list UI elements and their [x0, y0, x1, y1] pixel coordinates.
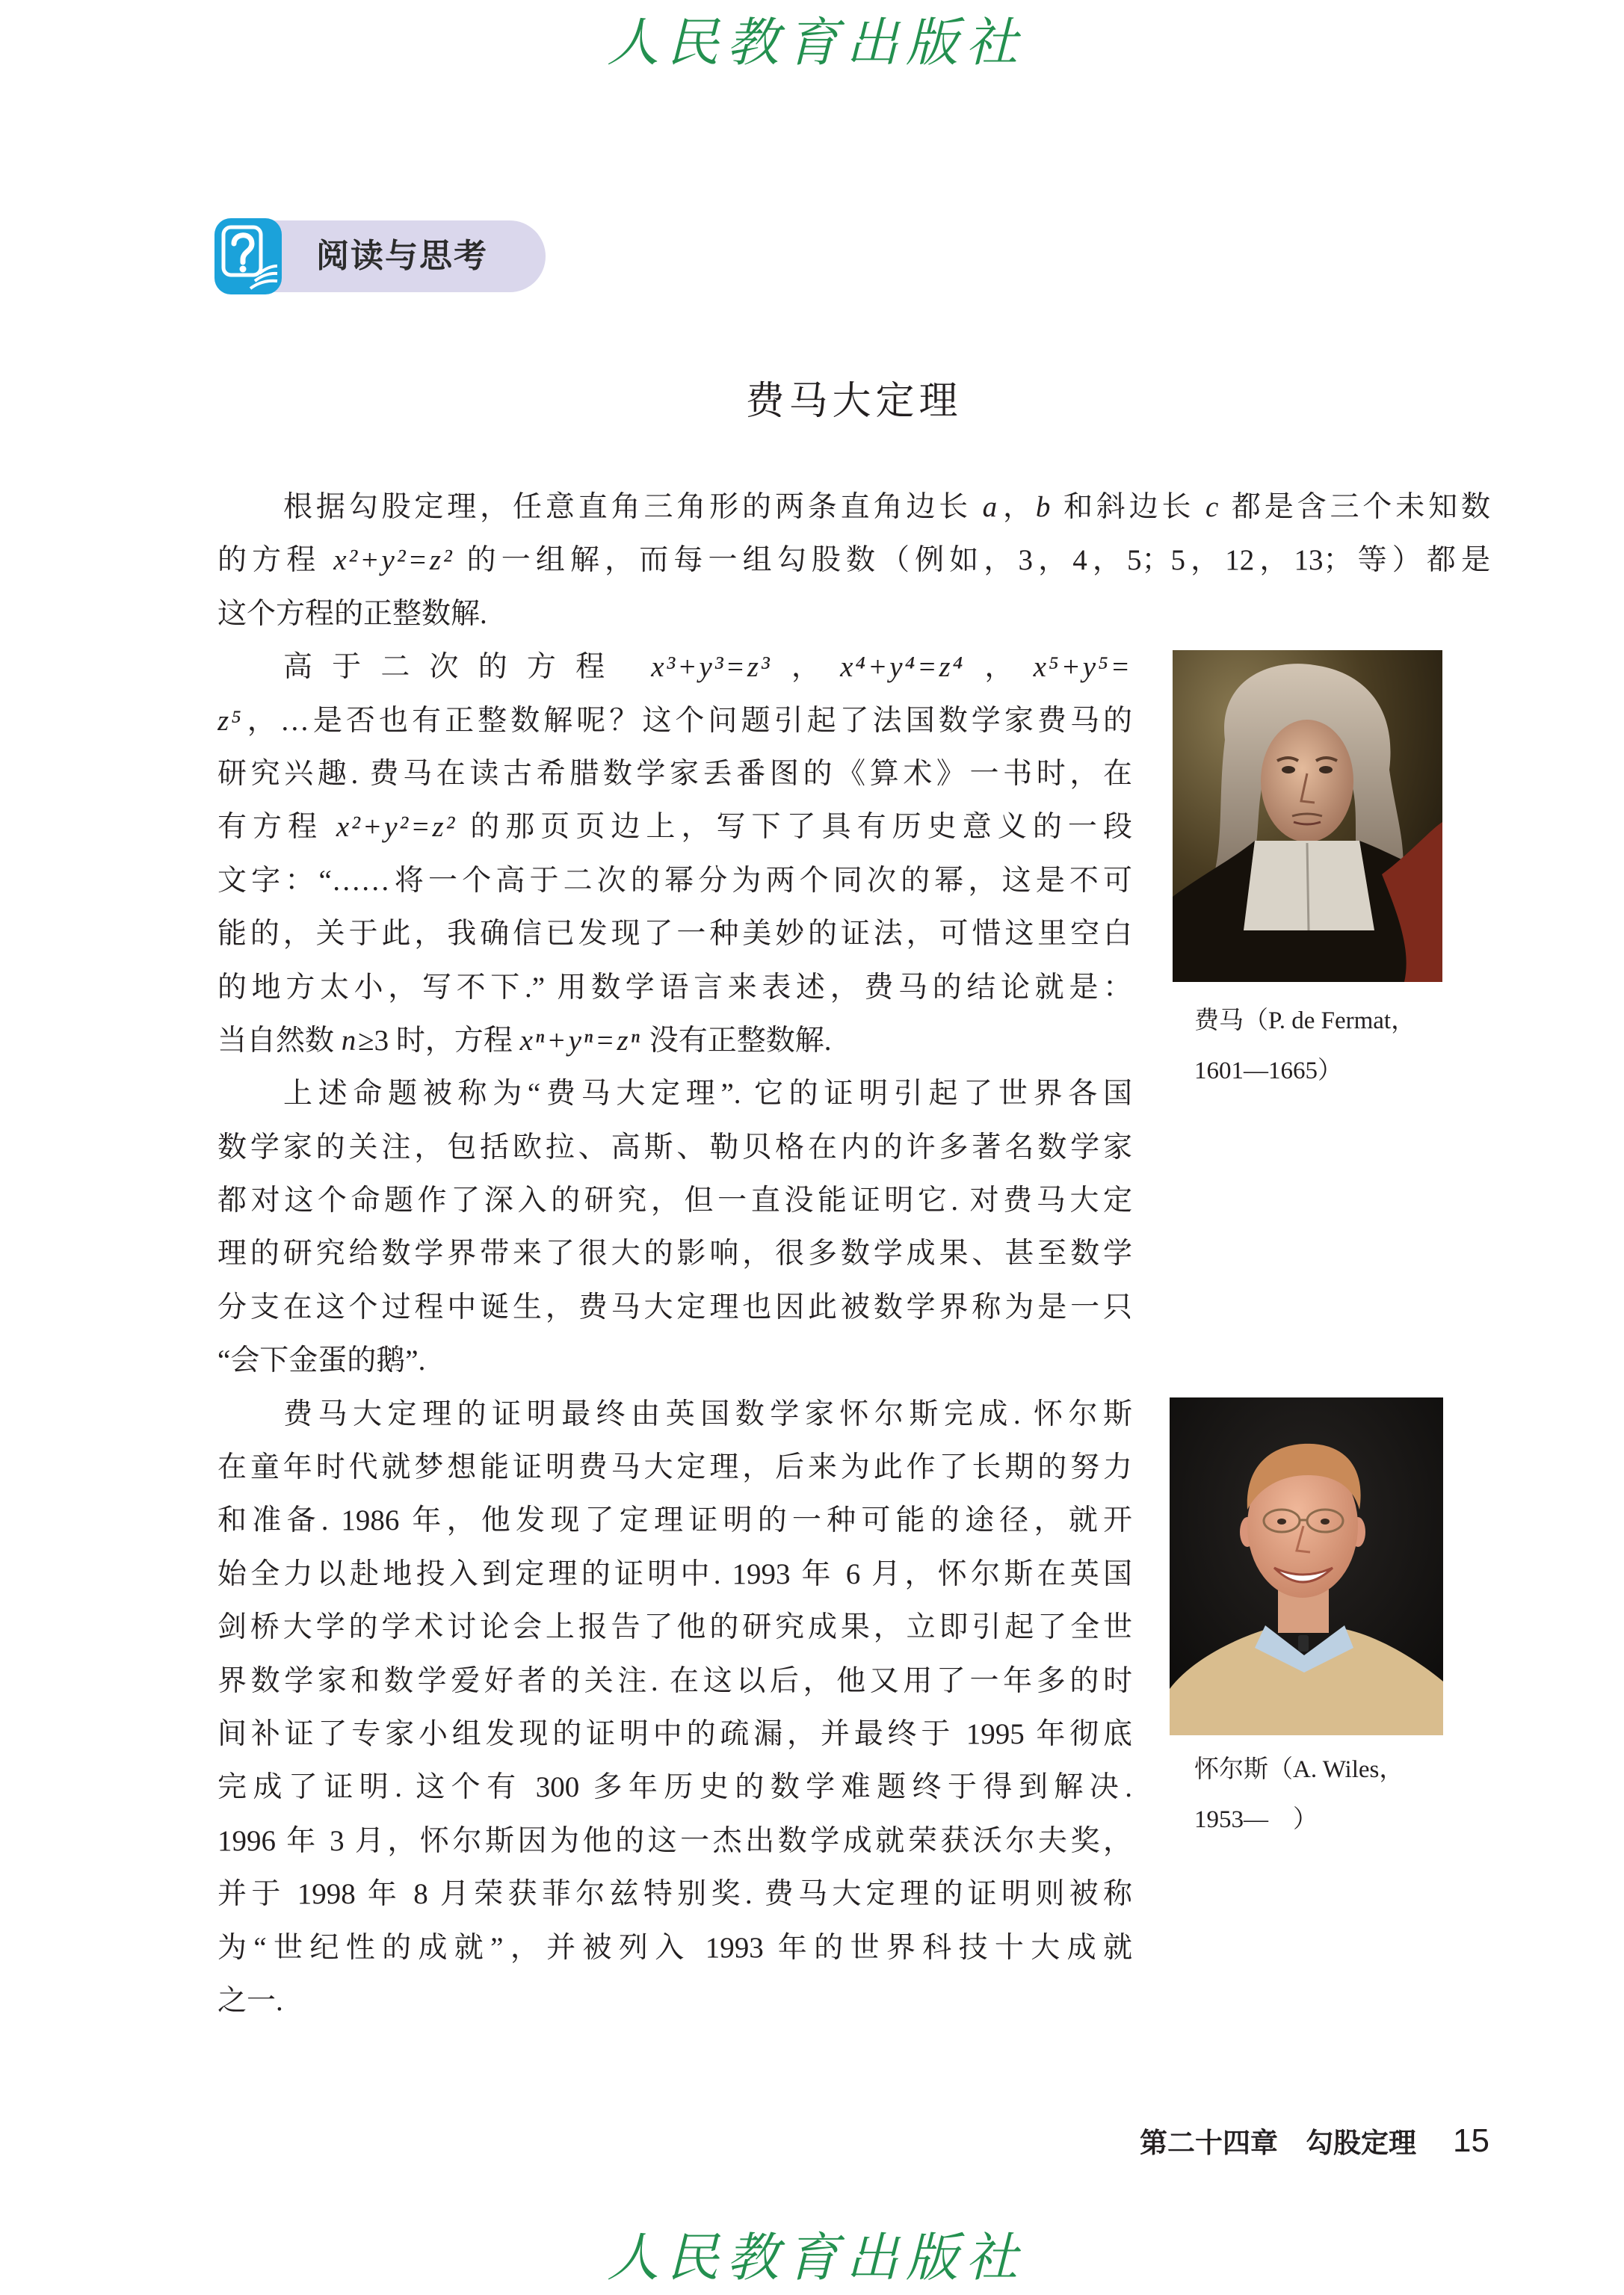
text-run: ， — [771, 651, 841, 684]
text-run: 高于二次的方程 — [283, 651, 652, 684]
text-run: 剑桥大学的学术讨论会上报告了他的研究成果，立即引起了全世 — [217, 1611, 1132, 1644]
text-run: 始全力以赴地投入到定理的证明中. 1993 年 6 月，怀尔斯在英国 — [217, 1557, 1132, 1590]
text-line — [217, 1974, 1132, 2027]
paragraph-1 — [217, 481, 1490, 640]
text-run: 费马大定理的证明最终由英国数学家怀尔斯完成. 怀尔斯 — [283, 1397, 1132, 1430]
text-line — [217, 694, 1132, 747]
text-run: ，…是否也有正整数解呢？这个问题引起了法国数学家费马的 — [243, 704, 1132, 737]
text-run: 理的研究给数学界带来了很大的影响，很多数学成果、甚至数学 — [217, 1238, 1132, 1270]
running-footer-chapter: 第二十四章 勾股定理 — [1140, 2126, 1416, 2159]
text-line — [217, 1708, 1132, 1761]
text-line — [217, 1281, 1132, 1334]
text-line — [217, 640, 1132, 694]
text-line — [217, 1494, 1132, 1547]
text-run: 没有正整数解. — [641, 1024, 832, 1057]
text-run: 当自然数 — [217, 1024, 342, 1057]
text-run: ， — [965, 651, 1034, 684]
text-run: 研究兴趣. 费马在读古希腊数学家丢番图的《算术》一书时，在 — [217, 757, 1132, 790]
question-book-icon — [213, 217, 283, 296]
text-run: 界数学家和数学爱好者的关注. 在这以后，他又用了一年多的时 — [217, 1664, 1132, 1697]
text-line — [217, 907, 1132, 960]
text-line — [217, 747, 1132, 800]
text-run: “会下金蛋的鹅”. — [217, 1344, 426, 1377]
text-line — [217, 1121, 1132, 1174]
text-line — [217, 961, 1132, 1014]
text-run: 都对这个命题作了深入的研究，但一直没能证明它. 对费马大定 — [217, 1184, 1132, 1217]
text-line — [217, 481, 1490, 534]
text-run: 和准备. 1986 年，他发现了定理证明的一种可能的途径，就开 — [217, 1504, 1132, 1537]
text-run: 为“世纪性的成就”，并被列入 1993 年的世界科技十大成就 — [217, 1931, 1132, 1964]
text-run: 数学家的关注，包括欧拉、高斯、勒贝格在内的许多著名数学家 — [217, 1131, 1132, 1164]
text-run: 能的，关于此，我确信已发现了一种美妙的证法，可惜这里空白 — [217, 918, 1132, 951]
text-line — [217, 1227, 1132, 1280]
text-line — [217, 1441, 1132, 1494]
text-run: 这个方程的正整数解. — [217, 597, 487, 630]
text-line — [217, 1334, 1132, 1387]
text-line — [217, 1601, 1132, 1654]
text-line — [217, 1921, 1132, 1974]
text-line — [217, 1174, 1132, 1227]
text-line — [217, 1868, 1132, 1921]
publisher-logo: 人民教育出版社 — [607, 12, 1025, 73]
text-run: 都是含三个未知数 — [1220, 491, 1490, 523]
math-expression: a — [982, 491, 1000, 523]
math-expression: z⁵ — [217, 704, 244, 737]
section-banner — [213, 217, 546, 296]
text-run: 的那页页边上，写下了具有历史意义的一段 — [457, 811, 1132, 844]
wiles-photo — [1170, 1397, 1443, 1735]
math-expression: c — [1205, 491, 1221, 523]
text-run: 和斜边长 — [1052, 491, 1206, 523]
text-line — [217, 1014, 1132, 1067]
section-banner-label: 阅读与思考 — [316, 237, 488, 275]
math-expression: b — [1035, 491, 1053, 523]
text-run: 的地方太小，写不下.” 用数学语言来表述，费马的结论就是： — [217, 971, 1132, 1004]
text-line — [217, 534, 1490, 587]
text-line — [217, 854, 1132, 907]
fermat-portrait — [1173, 650, 1442, 982]
text-line — [217, 1067, 1132, 1120]
text-run: ， — [999, 491, 1036, 523]
math-expression: n — [341, 1024, 359, 1057]
article-title: 费马大定理 — [745, 379, 963, 424]
text-run: 的方程 — [217, 544, 334, 577]
text-run: 间补证了专家小组发现的证明中的疏漏，并最终于 1995 年彻底 — [217, 1717, 1132, 1750]
caption-line: 1601—1665） — [1194, 1057, 1342, 1084]
wiles-caption — [1194, 1745, 1404, 1845]
math-expression: x²+y²=z² — [336, 811, 457, 844]
text-line — [217, 1655, 1132, 1708]
text-line — [217, 587, 1490, 640]
text-run: 文字：“……将一个高于二次的幂分为两个同次的幂，这是不可 — [217, 864, 1132, 897]
text-run: 的一组解，而每一组勾股数（例如，3，4，5；5，12，13；等）都是 — [454, 544, 1490, 577]
text-line — [217, 1761, 1132, 1814]
math-expression: x³+y³=z³ — [651, 651, 772, 684]
caption-line: 1953— ） — [1194, 1806, 1318, 1833]
text-run: 有方程 — [217, 811, 336, 844]
math-expression: x⁴+y⁴=z⁴ — [840, 651, 966, 684]
text-run: 并于 1998 年 8 月荣获菲尔兹特别奖. 费马大定理的证明则被称 — [217, 1878, 1132, 1911]
text-line — [217, 1388, 1132, 1441]
math-expression: xⁿ+yⁿ=zⁿ — [519, 1024, 642, 1057]
text-line — [217, 1814, 1132, 1868]
text-run: ≥3 时，方程 — [358, 1024, 520, 1057]
text-run: 完成了证明. 这个有 300 多年历史的数学难题终于得到解决. — [217, 1771, 1132, 1804]
math-expression: x⁵+y⁵= — [1033, 651, 1132, 684]
caption-line: 怀尔斯（A. Wiles， — [1194, 1756, 1404, 1783]
text-run: 1996 年 3 月，怀尔斯因为他的这一杰出数学成就荣获沃尔夫奖， — [217, 1824, 1132, 1857]
page-number: 15 — [1453, 2122, 1489, 2159]
fermat-caption — [1194, 996, 1415, 1096]
text-run: 上述命题被称为“费马大定理”. 它的证明引起了世界各国 — [283, 1078, 1132, 1111]
math-expression: x²+y²=z² — [333, 544, 454, 577]
text-run: 分支在这个过程中诞生，费马大定理也因此被数学界称为是一只 — [217, 1291, 1132, 1323]
text-run: 根据勾股定理，任意直角三角形的两条直角边长 — [283, 491, 983, 523]
publisher-logo-footer: 人民教育出版社 — [607, 2227, 1025, 2288]
paragraph-3 — [217, 1067, 1490, 1387]
text-line — [217, 1548, 1132, 1601]
caption-line: 费马（P. de Fermat， — [1194, 1007, 1416, 1034]
text-line — [217, 800, 1132, 853]
text-run: 之一. — [217, 1984, 283, 2017]
text-run: 在童年时代就梦想能证明费马大定理，后来为此作了长期的努力 — [217, 1451, 1132, 1484]
